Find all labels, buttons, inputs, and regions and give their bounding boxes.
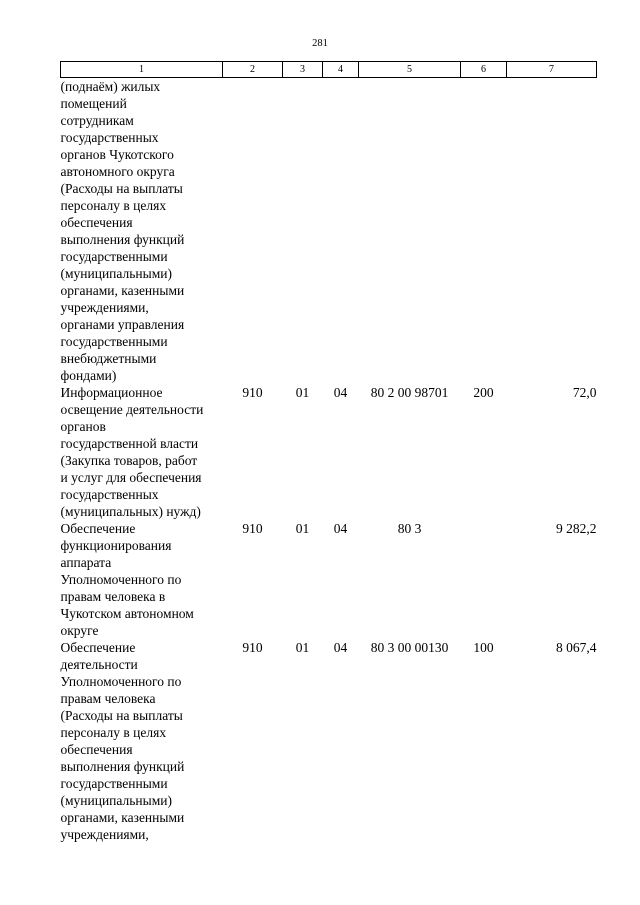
row-target: 80 3 — [397, 521, 422, 536]
row-name: Информационное освещение деятельности органов государственной власти (Закупка товаров, работ и услуг для обеспечения государственных (муниципальных) нужд) — [60, 385, 204, 519]
row-target: 80 2 00 98701 — [370, 385, 449, 400]
row-expense-type: 200 — [473, 385, 494, 400]
column-header-5: 5 — [359, 62, 461, 78]
column-header-1: 1 — [61, 62, 223, 78]
row-amount: 8 067,4 — [556, 640, 597, 655]
table-row — [61, 384, 597, 520]
row-section: 01 — [295, 640, 310, 655]
budget-table — [60, 61, 597, 843]
row-target: 80 3 00 00130 — [370, 640, 449, 655]
row-subsection: 04 — [333, 521, 348, 536]
column-header-3: 3 — [283, 62, 323, 78]
row-section: 01 — [295, 521, 310, 536]
column-header-4: 4 — [323, 62, 359, 78]
row-amount: 72,0 — [572, 385, 597, 400]
row-ministry — [223, 78, 283, 385]
row-amount — [507, 78, 597, 385]
row-subsection: 04 — [333, 385, 348, 400]
row-name: Обеспечение функционирования аппарата Уполномоченного по правам человека в Чукотском автономном округе — [60, 521, 194, 638]
row-subsection: 04 — [333, 640, 348, 655]
row-expense-type — [461, 78, 507, 385]
row-section: 01 — [295, 385, 310, 400]
row-target — [359, 78, 461, 385]
column-header-2: 2 — [223, 62, 283, 78]
page-number: 281 — [312, 38, 328, 49]
row-name: (поднаём) жилых помещений сотрудникам государственных органов Чукотского автономного округа (Расходы на выплаты персоналу в целях обеспечения выполнения функций государственными (муниципальными) органами, казенными учреждениями, органами управления государственными внебюджетными фондами) — [60, 79, 185, 383]
row-expense-type — [461, 520, 507, 639]
table-header-row — [61, 62, 597, 78]
row-name: Обеспечение деятельности Уполномоченного по правам человека (Расходы на выплаты персоналу в целях обеспечения выполнения функций государственными (муниципальными) органами, казенными учреждениями, — [60, 640, 185, 842]
row-ministry: 910 — [242, 385, 263, 400]
row-ministry: 910 — [242, 521, 263, 536]
column-header-7: 7 — [507, 62, 597, 78]
table-row — [61, 520, 597, 639]
row-section — [283, 78, 323, 385]
row-ministry: 910 — [242, 640, 263, 655]
table-row — [61, 639, 597, 843]
row-subsection — [323, 78, 359, 385]
row-expense-type: 100 — [473, 640, 494, 655]
table-row — [61, 78, 597, 385]
row-amount: 9 282,2 — [556, 521, 597, 536]
column-header-6: 6 — [461, 62, 507, 78]
